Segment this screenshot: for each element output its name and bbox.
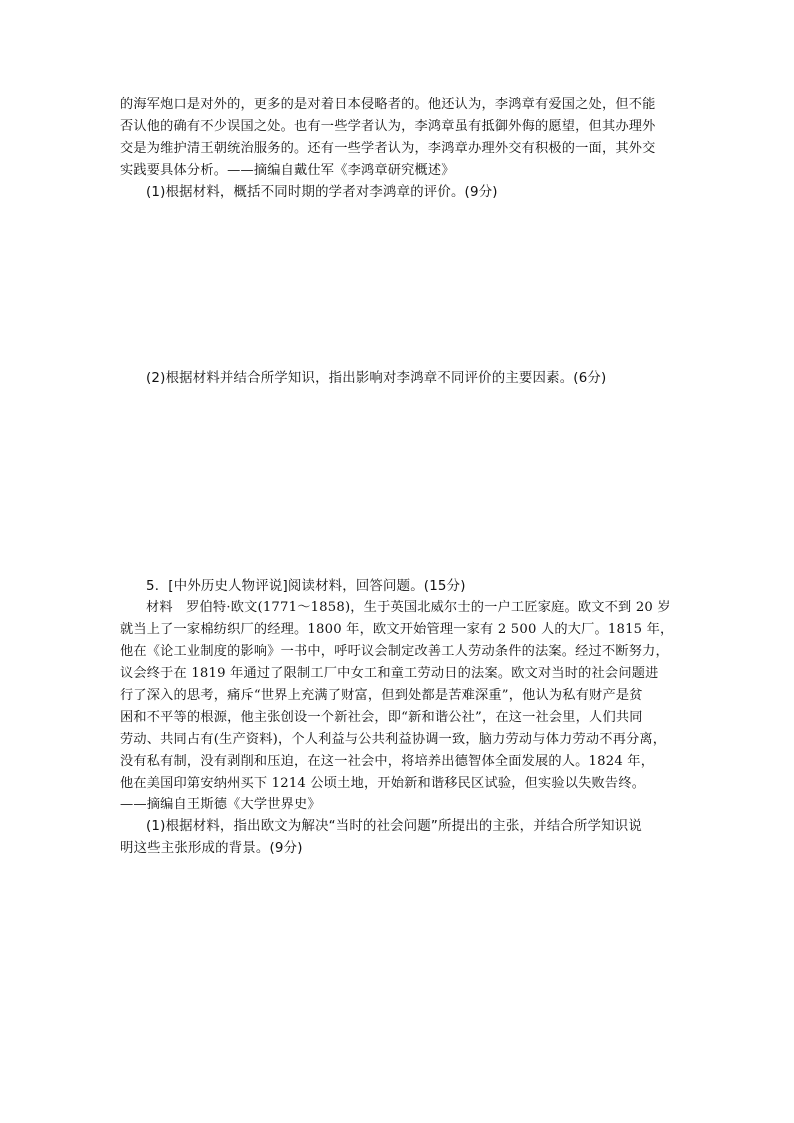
passage-line: 材料 罗伯特·欧文(1771～1858)，生于英国北威尔士的一户工匠家庭。欧文不到 20 岁 (146, 600, 671, 615)
question-5-1-line-2: 明这些主张形成的背景。(9分) (120, 841, 303, 856)
passage-source: ——摘编自王斯德《大学世界史》 (120, 797, 321, 812)
passage-line: 的海军炮口是对外的，更多的是对着日本侵略者的。他还认为，李鸿章有爱国之处，但不能 (120, 97, 656, 112)
passage-line: 他在《论工业制度的影响》一书中，呼吁议会制定改善工人劳动条件的法案。经过不断努力， (120, 644, 669, 659)
question-4-2: (2)根据材料并结合所学知识，指出影响对李鸿章不同评价的主要因素。(6分) (146, 371, 607, 386)
passage-line: 没有私有制，没有剥削和压迫，在这一社会中，将培养出德智体全面发展的人。1824 年， (120, 754, 655, 769)
question-5-title: 5．[中外历史人物评说]阅读材料，回答问题。(15分) (146, 579, 466, 594)
question-4-1: (1)根据材料，概括不同时期的学者对李鸿章的评价。(9分) (146, 185, 498, 200)
question-5-1-line-1: (1)根据材料，指出欧文为解决“当时的社会问题”所提出的主张，并结合所学知识说 (146, 819, 642, 834)
passage-line: 就当上了一家棉纺织厂的经理。1800 年，欧文开始管理一家有 2 500 人的大厂。1815 年， (120, 622, 674, 637)
passage-line: 实践要具体分析。——摘编自戴仕军《李鸿章研究概述》 (120, 163, 455, 178)
passage-line: 行了深入的思考，痛斥“世界上充满了财富，但到处都是苦难深重”，他认为私有财产是贫 (120, 688, 643, 703)
passage-line: 他在美国印第安纳州买下 1214 公顷土地，开始新和谐移民区试验，但实验以失败告终。 (120, 776, 646, 791)
passage-line: 困和不平等的根源，他主张创设一个新社会，即“新和谐公社”，在这一社会里，人们共同 (120, 710, 643, 725)
passage-line: 交是为维护清王朝统治服务的。还有一些学者认为，李鸿章办理外交有积极的一面，其外交 (120, 141, 656, 156)
passage-line: 劳动、共同占有(生产资料)，个人利益与公共利益协调一致，脑力劳动与体力劳动不再分离， (120, 732, 667, 747)
passage-line: 议会终于在 1819 年通过了限制工厂中女工和童工劳动日的法案。欧文对当时的社会问题进 (120, 666, 659, 681)
passage-line: 否认他的确有不少误国之处。也有一些学者认为，李鸿章虽有抵御外侮的愿望，但其办理外 (120, 119, 656, 134)
